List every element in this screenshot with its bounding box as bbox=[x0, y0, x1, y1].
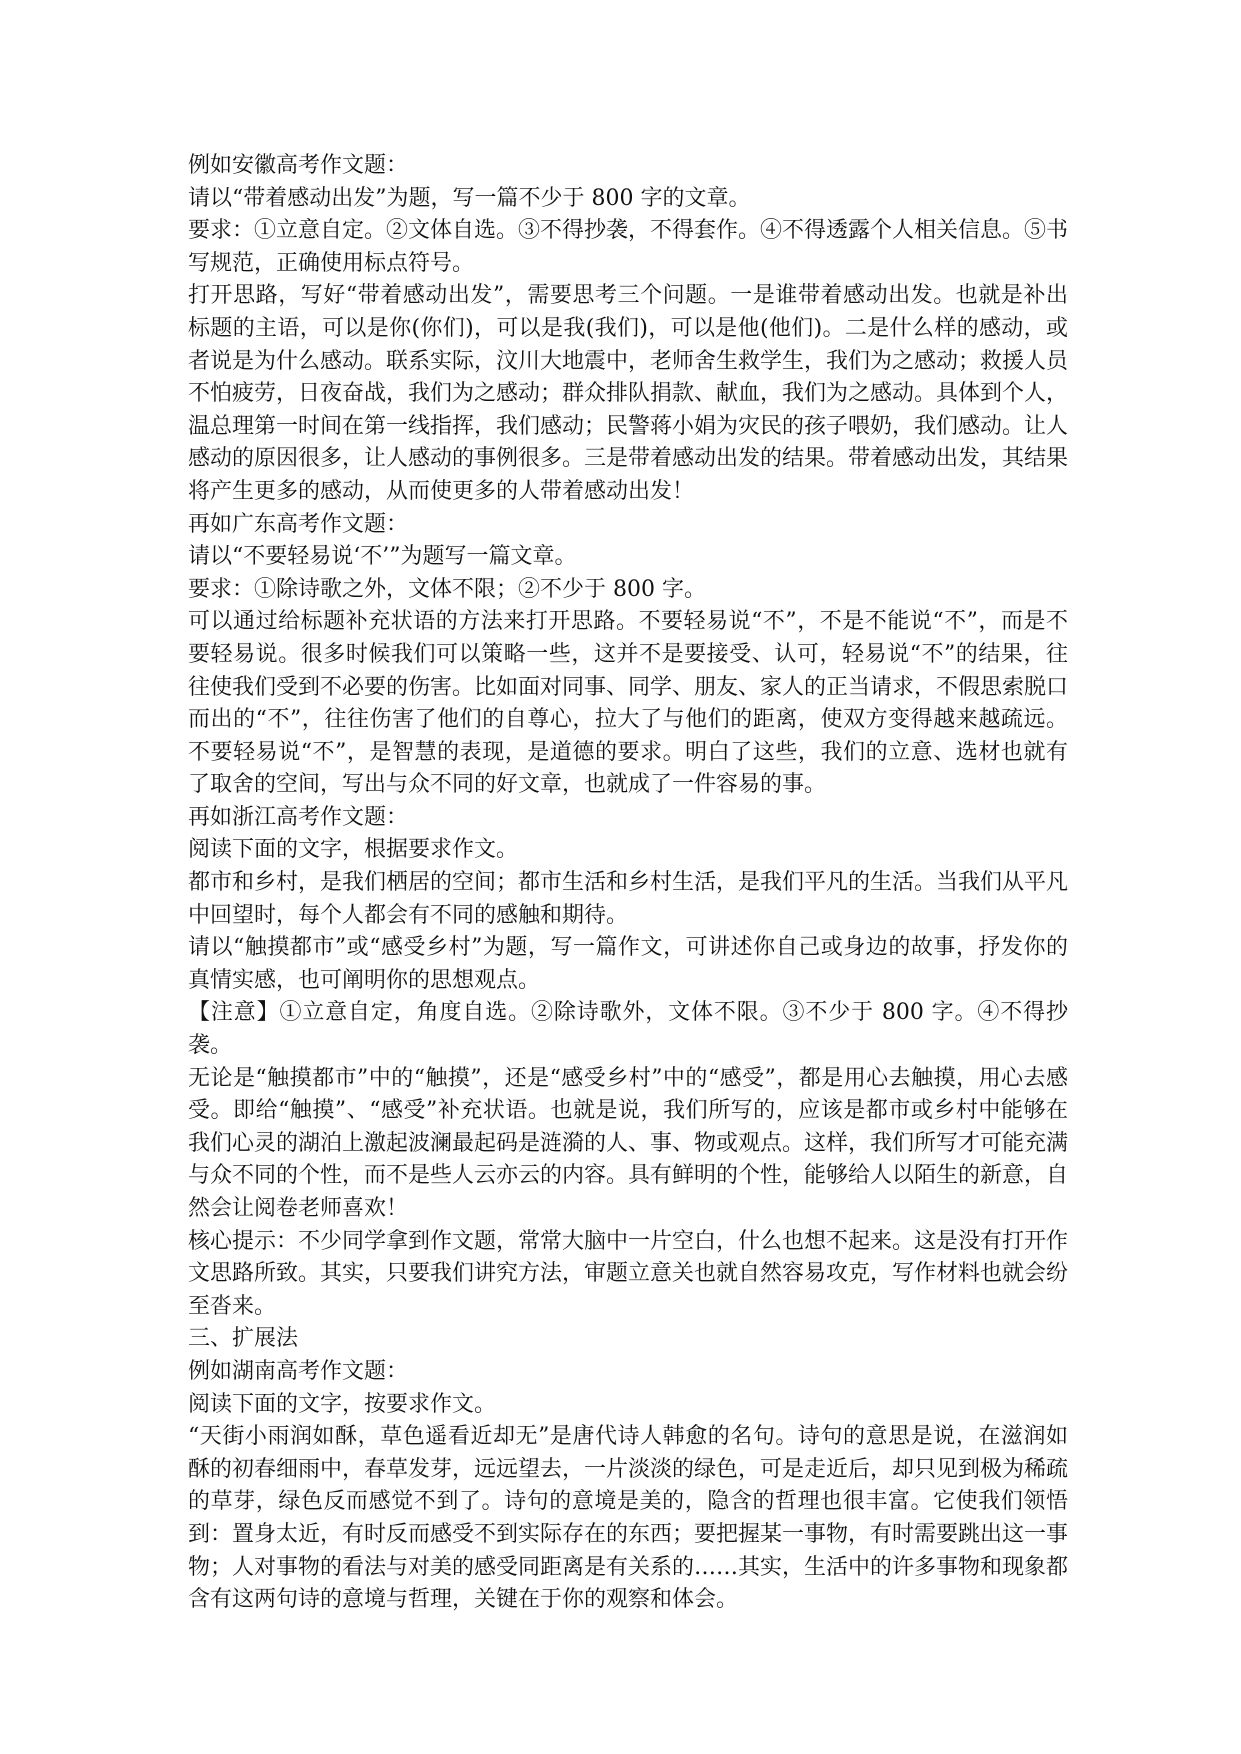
paragraph-zhejiang-instruction: 阅读下面的文字，根据要求作文。 bbox=[188, 837, 519, 863]
paragraph-anhui-heading: 例如安徽高考作文题： bbox=[188, 153, 409, 178]
paragraph-guangdong-requirements: 要求：①除诗歌之外，文体不限；②不少于 800 字。 bbox=[188, 576, 706, 602]
paragraph-anhui-prompt: 请以“带着感动出发”为题，写一篇不少于 800 字的文章。 bbox=[188, 185, 751, 211]
paragraph-zhejiang-heading: 再如浙江高考作文题： bbox=[188, 804, 409, 830]
paragraph-hunan-heading: 例如湖南高考作文题： bbox=[188, 1358, 409, 1384]
paragraph-guangdong-analysis: 可以通过给标题补充状语的方法来打开思路。不要轻易说“不”，不是不能说“不”，而是不要轻易说。很多时候我们可以策略一些，这并不是要接受、认可，轻易说“不”的结果，往往使我们受到不必要的伤害。比如面对同事、同学、朋友、家人的正当请求，不假思索脱口而出的“不”，往往伤害了他们的自尊心，拉大了与他们的距离，使双方变得越来越疏远。不要轻易说“不”，是智慧的表现，是道德的要求。明白了这些，我们的立意、选材也就有了取舍的空间，写出与众不同的好文章，也就成了一件容易的事。 bbox=[188, 609, 1069, 798]
paragraph-zhejiang-prompt: 请以“触摸都市”或“感受乡村”为题，写一篇作文，可讲述你自己或身边的故事，抒发你的真情实感，也可阐明你的思想观点。 bbox=[188, 935, 1068, 993]
paragraph-core-tip: 核心提示：不少同学拿到作文题，常常大脑中一片空白，什么也想不起来。这是没有打开作文思路所致。其实，只要我们讲究方法，审题立意关也就自然容易攻克，写作材料也就会纷至沓来。 bbox=[188, 1228, 1069, 1319]
paragraph-anhui-requirements: 要求：①立意自定。②文体自选。③不得抄袭，不得套作。④不得透露个人相关信息。⑤书写规范，正确使用标点符号。 bbox=[188, 218, 1069, 276]
paragraph-zhejiang-material: 都市和乡村，是我们栖居的空间；都市生活和乡村生活，是我们平凡的生活。当我们从平凡中回望时，每个人都会有不同的感触和期待。 bbox=[188, 870, 1069, 928]
paragraph-hunan-instruction: 阅读下面的文字，按要求作文。 bbox=[188, 1391, 497, 1417]
document-body bbox=[188, 150, 1068, 1617]
paragraph-anhui-analysis: 打开思路，写好“带着感动出发”，需要思考三个问题。一是谁带着感动出发。也就是补出标题的主语，可以是你(你们)，可以是我(我们)，可以是他(他们)。二是什么样的感动，或者说是为什么感动。联系实际，汶川大地震中，老师舍生救学生，我们为之感动；救援人员不怕疲劳，日夜奋战，我们为之感动；群众排队捐款、献血，我们为之感动。具体到个人，温总理第一时间在第一线指挥，我们感动；民警蒋小娟为灾民的孩子喂奶，我们感动。让人感动的原因很多，让人感动的事例很多。三是带着感动出发的结果。带着感动出发，其结果将产生更多的感动，从而使更多的人带着感动出发！ bbox=[188, 283, 1069, 504]
paragraph-guangdong-heading: 再如广东高考作文题： bbox=[188, 511, 409, 537]
paragraph-zhejiang-analysis: 无论是“触摸都市”中的“触摸”，还是“感受乡村”中的“感受”，都是用心去触摸，用心去感受。即给“触摸”、“感受”补充状语。也就是说，我们所写的，应该是都市或乡村中能够在我们心灵的湖泊上激起波澜最起码是涟漪的人、事、物或观点。这样，我们所写才可能充满与众不同的个性，而不是些人云亦云的内容。具有鲜明的个性，能够给人以陌生的新意，自然会让阅卷老师喜欢！ bbox=[188, 1065, 1069, 1221]
section-heading-expansion: 三、扩展法 bbox=[188, 1326, 299, 1352]
paragraph-hunan-material: “天街小雨润如酥，草色遥看近却无”是唐代诗人韩愈的名句。诗句的意思是说，在滋润如酥的初春细雨中，春草发芽，远远望去，一片淡淡的绿色，可是走近后，却只见到极为稀疏的草芽，绿色反而感觉不到了。诗句的意境是美的，隐含的哲理也很丰富。它使我们领悟到：置身太近，有时反而感受不到实际存在的东西；要把握某一事物，有时需要跳出这一事物；人对事物的看法与对美的感受同距离是有关系的……其实，生活中的许多事物和现象都含有这两句诗的意境与哲理，关键在于你的观察和体会。 bbox=[188, 1424, 1069, 1613]
paragraph-zhejiang-notes: 【注意】①立意自定，角度自选。②除诗歌外，文体不限。③不少于 800 字。④不得抄袭。 bbox=[188, 1000, 1068, 1059]
paragraph-guangdong-prompt: 请以“不要轻易说‘不’”为题写一篇文章。 bbox=[188, 544, 577, 570]
